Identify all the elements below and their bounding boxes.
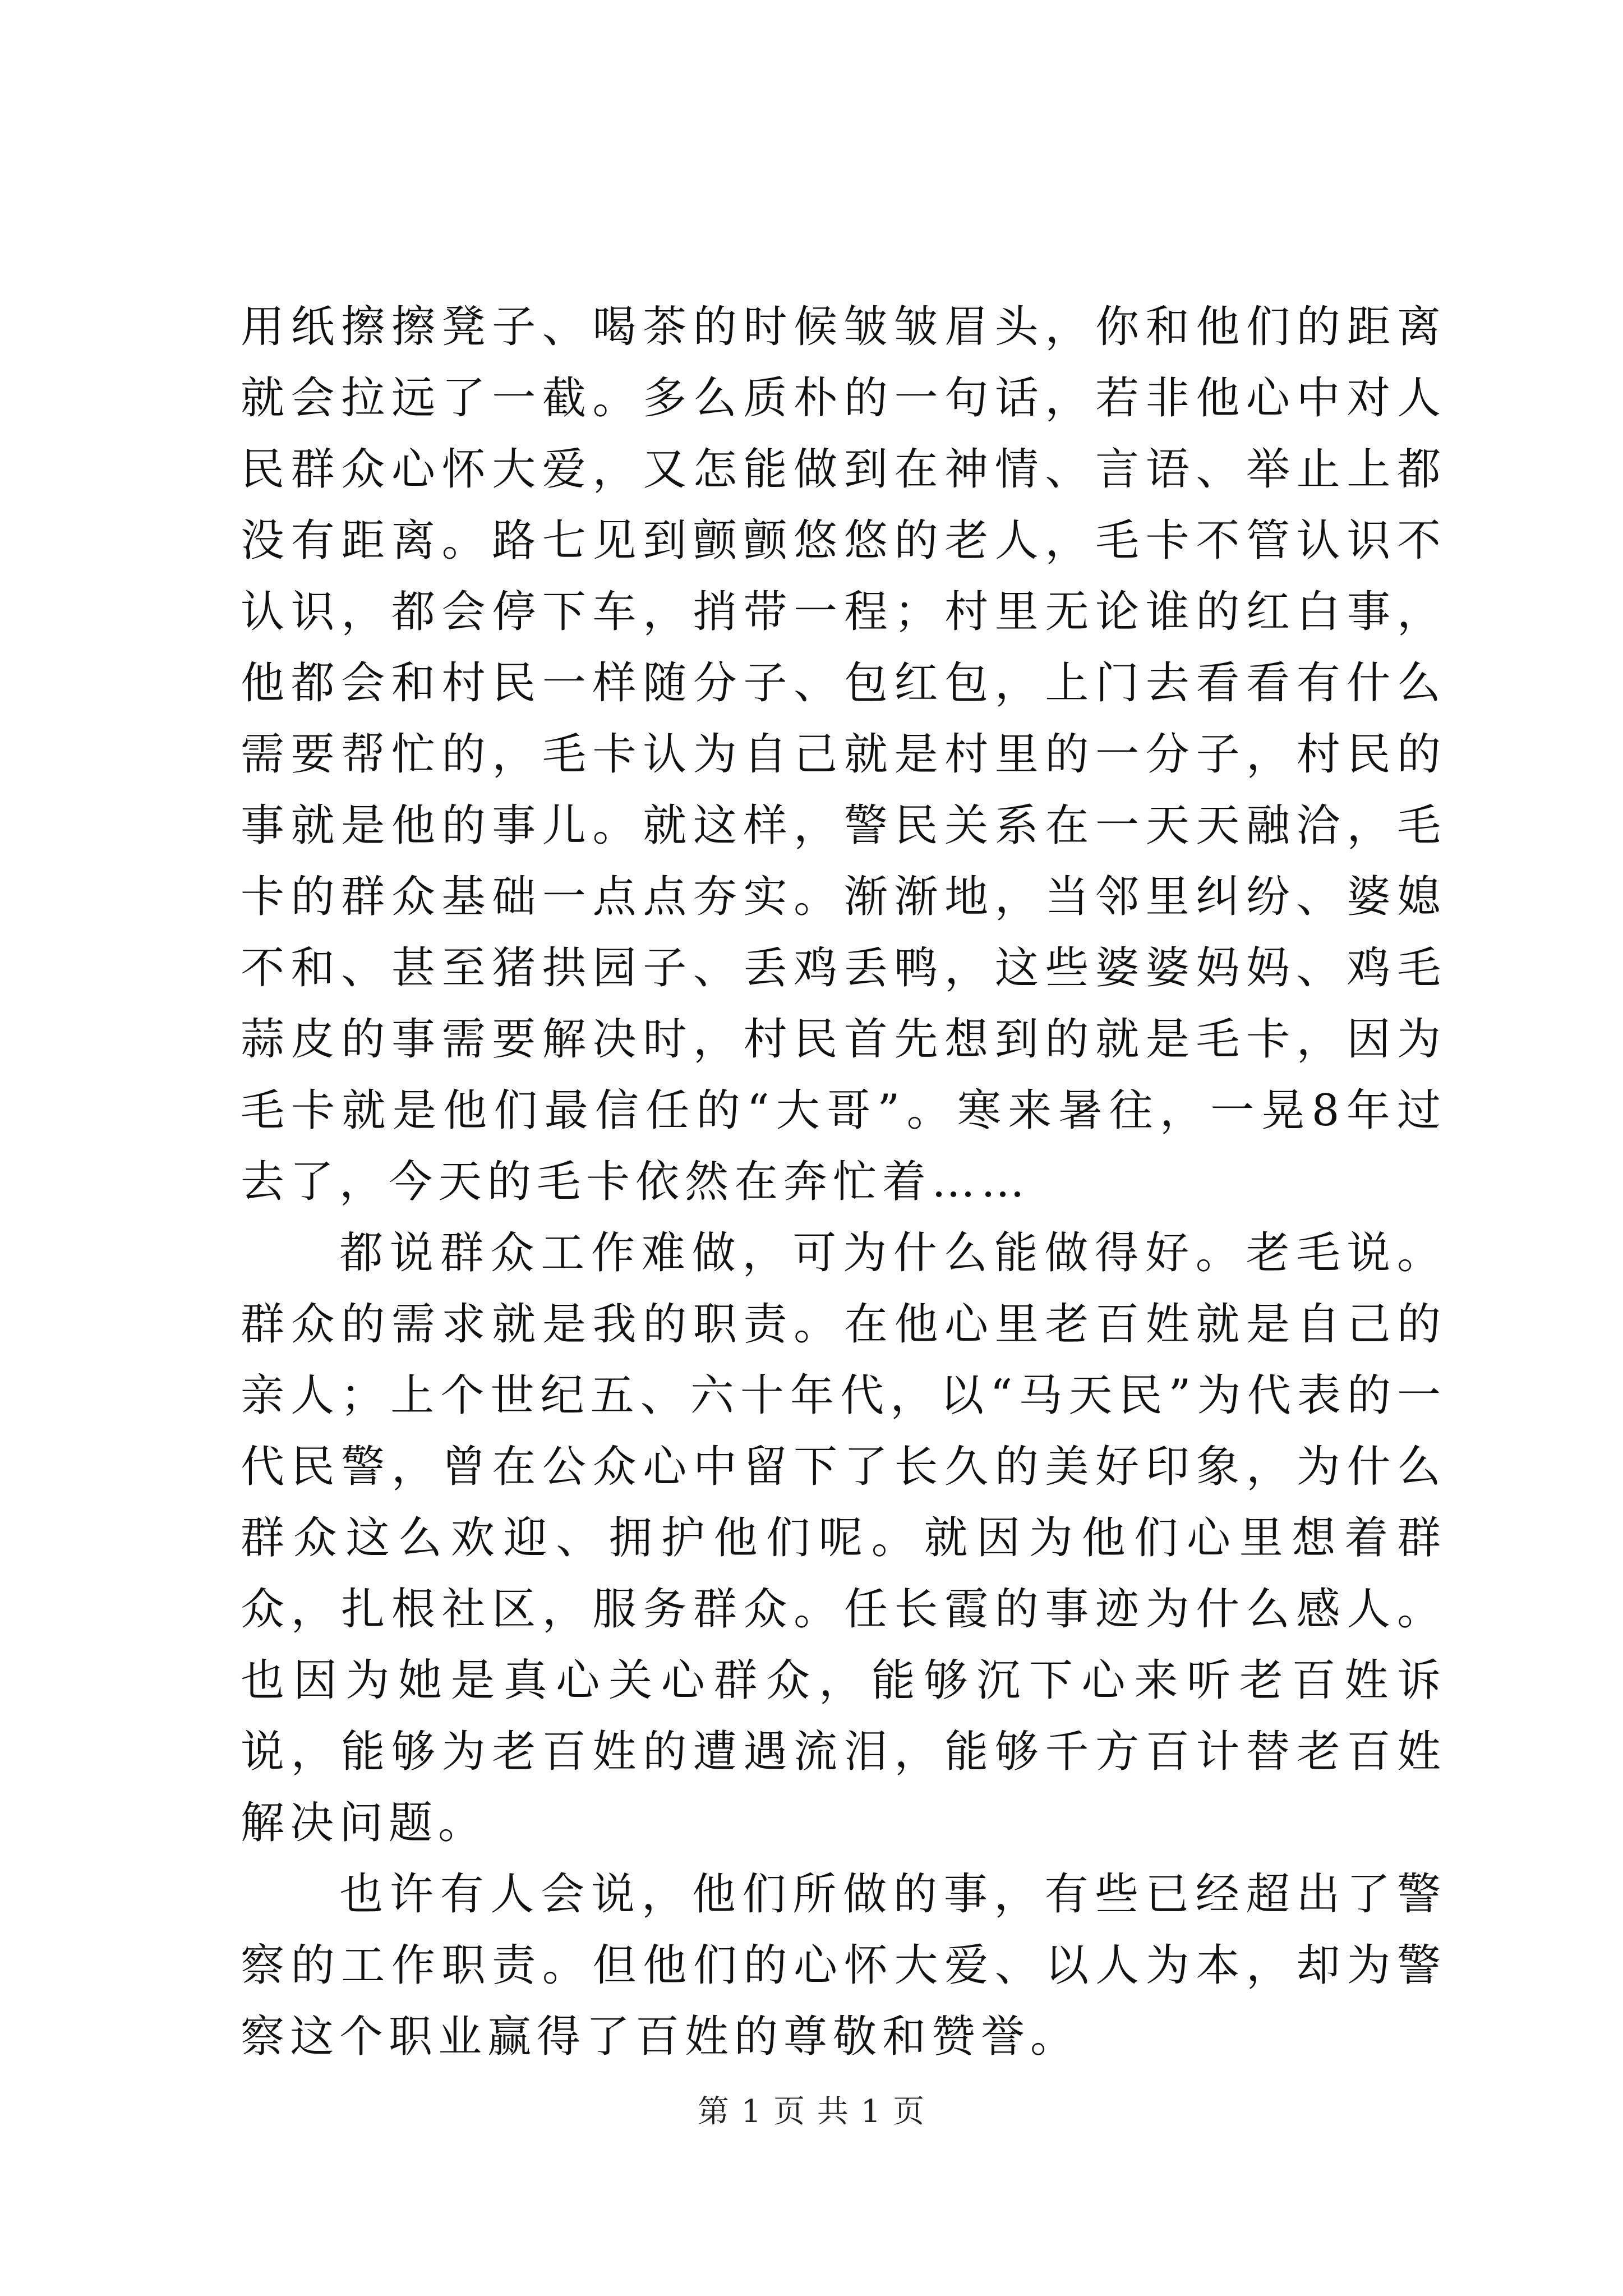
document-body bbox=[241, 292, 1446, 2073]
page-number-footer: 第 1 页 共 1 页 bbox=[697, 2093, 926, 2130]
paragraph-mass-work: 都说群众工作难做，可为什么能做得好。老毛说。群众的需求就是我的职责。在他心里老百姓就是自己的亲人；上个世纪五、六十年代，以“马天民”为代表的一代民警，曾在公众心中留下了长久的美好印象，为什么群众这么欢迎、拥护他们呢。就因为他们心里想着群众，扎根社区，服务群众。任长霞的事迹为什么感人。也因为她是真心关心群众，能够沉下心来听老百姓诉说，能够为老百姓的遭遇流泪，能够千方百计替老百姓解决问题。 bbox=[241, 1228, 1446, 1848]
paragraph-continuation: 用纸擦擦凳子、喝茶的时候皱皱眉头，你和他们的距离就会拉远了一截。多么质朴的一句话，若非他心中对人民群众心怀大爱，又怎能做到在神情、言语、举止上都没有距离。路七见到颤颤悠悠的老人，毛卡不管认识不认识，都会停下车，捎带一程；村里无论谁的红白事，他都会和村民一样随分子、包红包，上门去看看有什么需要帮忙的，毛卡认为自己就是村里的一分子，村民的事就是他的事儿。就这样，警民关系在一天天融洽，毛卡的群众基础一点点夯实。渐渐地，当邻里纠纷、婆媳不和、甚至猪拱园子、丢鸡丢鸭，这些婆婆妈妈、鸡毛蒜皮的事需要解决时，村民首先想到的就是毛卡，因为毛卡就是他们最信任的“大哥”。寒来暑往，一晃8年过去了，今天的毛卡依然在奔忙着…… bbox=[241, 302, 1446, 1207]
paragraph-conclusion: 也许有人会说，他们所做的事，有些已经超出了警察的工作职责。但他们的心怀大爱、以人为本，却为警察这个职业赢得了百姓的尊敬和赞誉。 bbox=[241, 1869, 1446, 2062]
